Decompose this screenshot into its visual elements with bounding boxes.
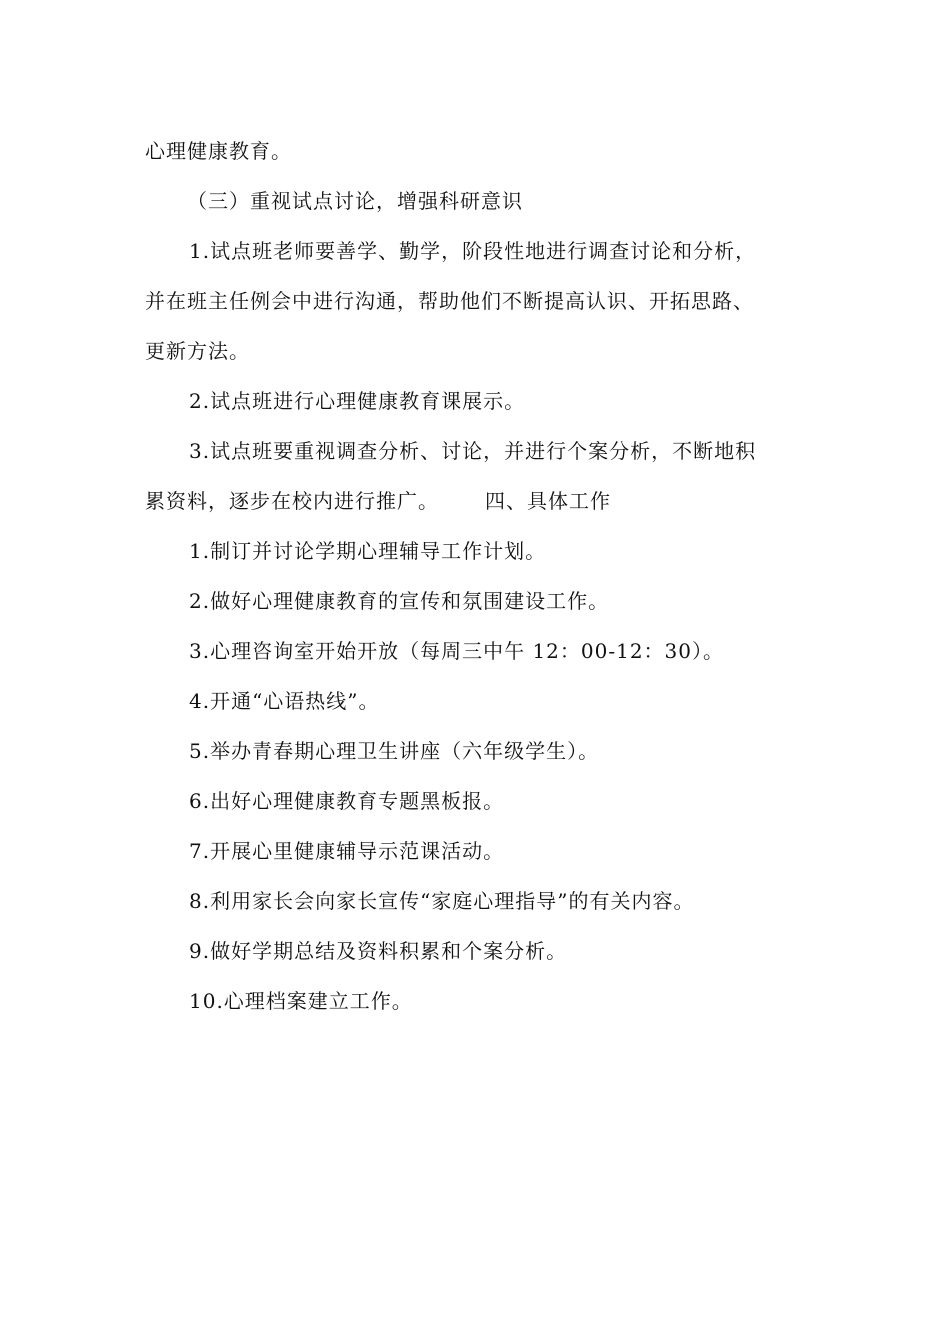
paragraph-line: 2.试点班进行心理健康教育课展示。 — [189, 389, 526, 413]
list-item: 9.做好学期总结及资料积累和个案分析。 — [189, 939, 568, 963]
list-item: 10.心理档案建立工作。 — [189, 989, 413, 1013]
list-item: 6.出好心理健康教育专题黑板报。 — [189, 789, 505, 813]
list-item: 8.利用家长会向家长宣传“家庭心理指导”的有关内容。 — [189, 889, 695, 913]
section-heading: 四、具体工作 — [485, 489, 611, 513]
paragraph-text: 累资料，逐步在校内进行推广。 — [145, 489, 439, 513]
list-item: 1.制订并讨论学期心理辅导工作计划。 — [189, 539, 547, 563]
list-item: 3.心理咨询室开始开放（每周三中午 12：00-12：30）。 — [189, 639, 724, 663]
list-item: 5.举办青春期心理卫生讲座（六年级学生）。 — [189, 739, 600, 763]
paragraph-line: 并在班主任例会中进行沟通，帮助他们不断提高认识、开拓思路、 — [145, 289, 754, 313]
list-item: 4.开通“心语热线”。 — [189, 689, 380, 713]
document-body — [145, 126, 810, 1026]
section-heading: （三）重视试点讨论，增强科研意识 — [187, 189, 523, 213]
paragraph-line: 更新方法。 — [145, 339, 250, 363]
paragraph-line: 心理健康教育。 — [145, 139, 292, 163]
paragraph-line: 3.试点班要重视调查分析、讨论，并进行个案分析，不断地积 — [189, 439, 757, 463]
list-item: 2.做好心理健康教育的宣传和氛围建设工作。 — [189, 589, 610, 613]
paragraph-line: 1.试点班老师要善学、勤学，阶段性地进行调查讨论和分析， — [189, 239, 757, 263]
list-item: 7.开展心里健康辅导示范课活动。 — [189, 839, 505, 863]
paragraph-line — [145, 476, 810, 526]
